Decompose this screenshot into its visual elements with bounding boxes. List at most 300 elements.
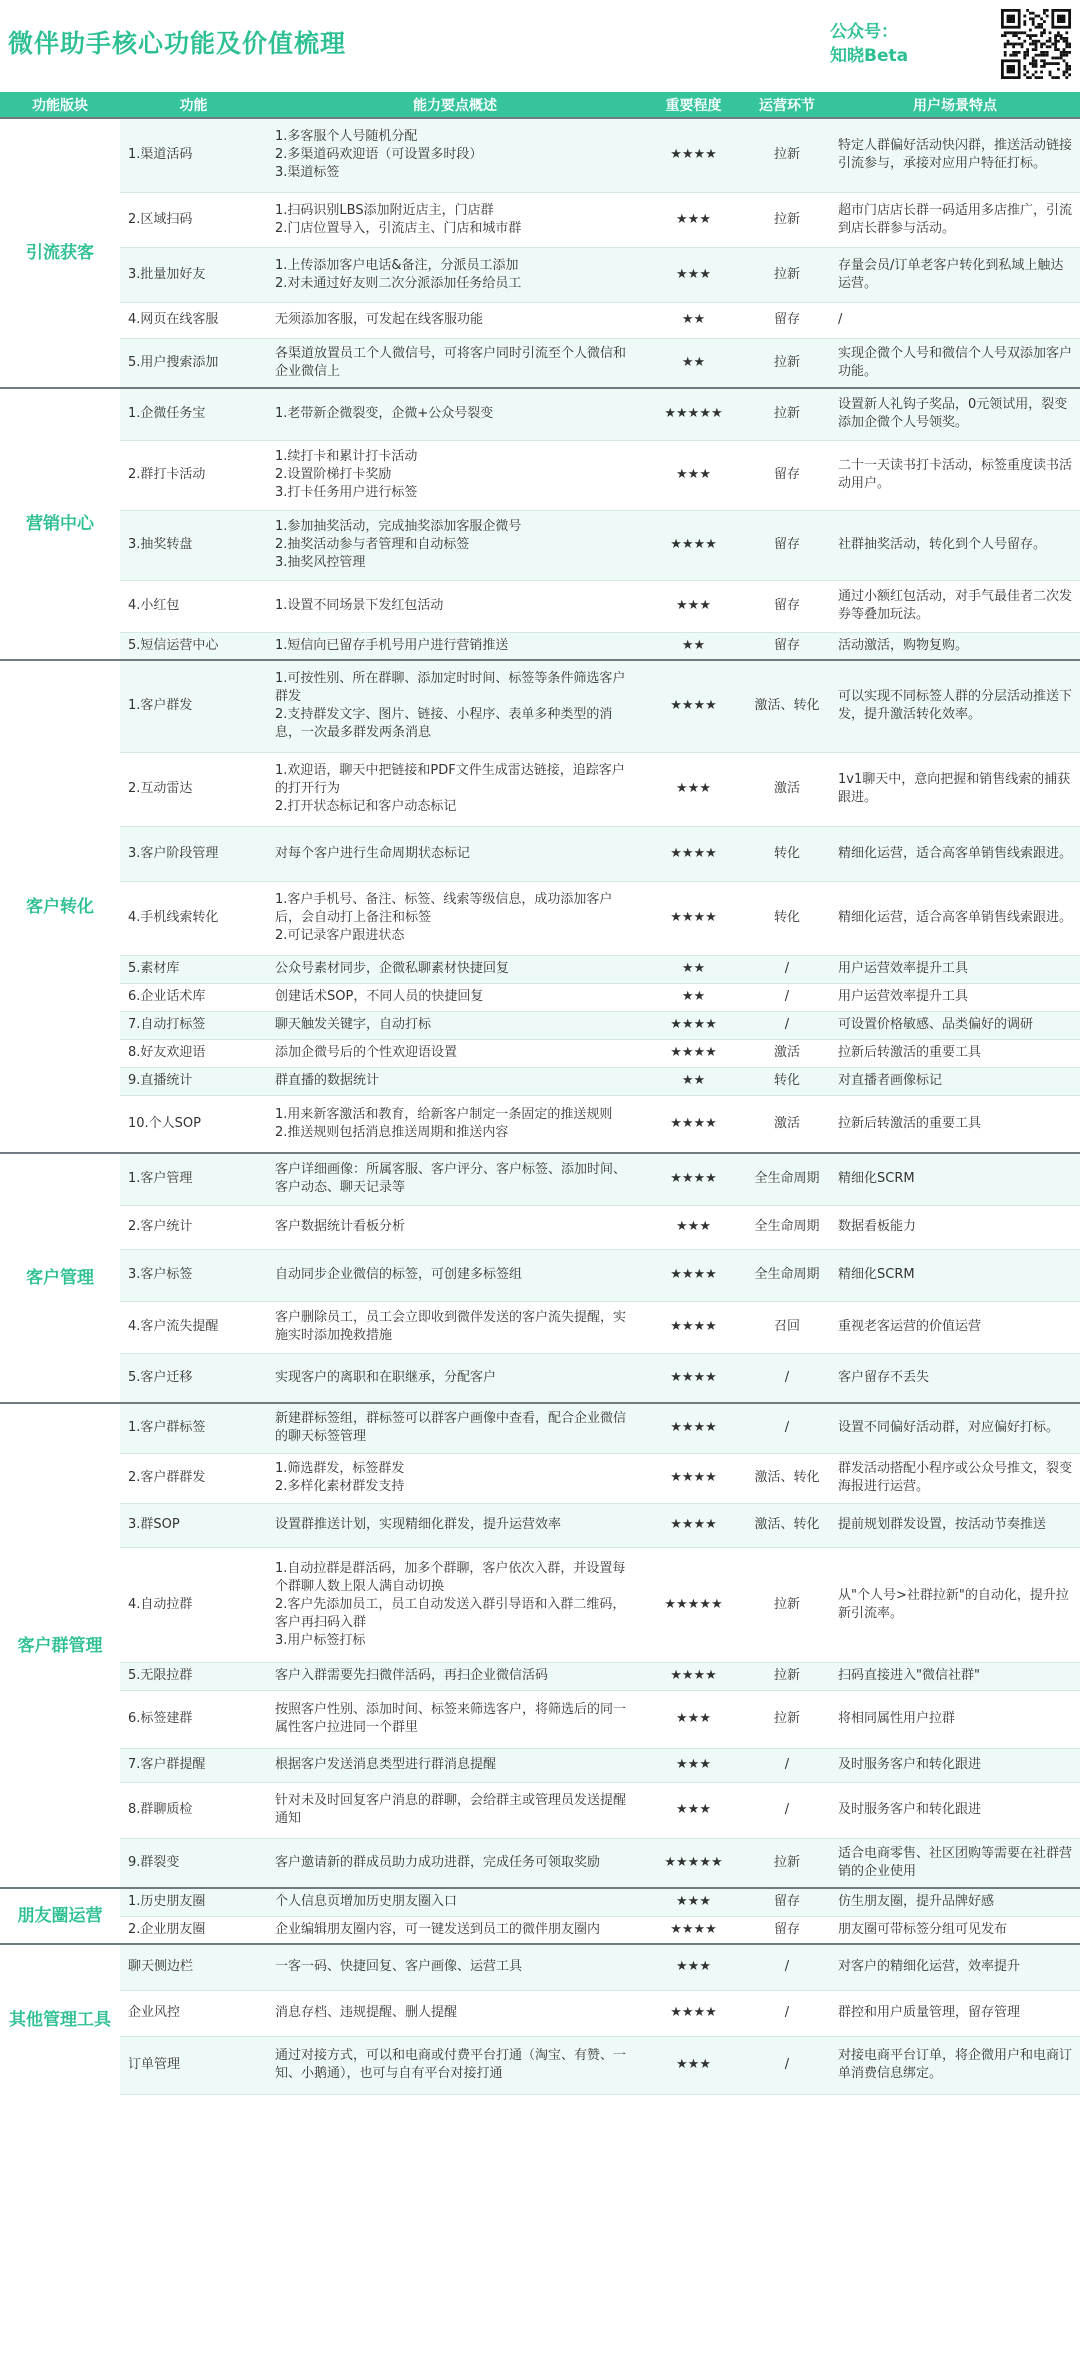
importance-stars: ★★★★ bbox=[643, 118, 744, 192]
capability-line: 2.对未通过好友则二次分派添加任务给员工 bbox=[275, 275, 522, 291]
importance-stars: ★★★ bbox=[643, 1782, 744, 1838]
col-header-scenario: 用户场景特点 bbox=[830, 92, 1080, 118]
user-scenario: 对客户的精细化运营，效率提升 bbox=[830, 1944, 1080, 1990]
table-header-row bbox=[0, 92, 1080, 118]
table-row bbox=[0, 388, 1080, 440]
operation-stage: 激活 bbox=[744, 752, 830, 826]
table-row bbox=[0, 1916, 1080, 1944]
operation-stage: 激活、转化 bbox=[744, 660, 830, 752]
capability-summary bbox=[267, 1916, 643, 1944]
table-row bbox=[0, 1205, 1080, 1249]
page-header bbox=[0, 0, 1080, 92]
importance-stars: ★★★★ bbox=[643, 510, 744, 580]
table-row bbox=[0, 1662, 1080, 1690]
table-row bbox=[0, 580, 1080, 632]
section-name: 营销中心 bbox=[0, 388, 120, 660]
user-scenario: 客户留存不丢失 bbox=[830, 1353, 1080, 1403]
user-scenario: 精细化SCRM bbox=[830, 1153, 1080, 1205]
capability-summary bbox=[267, 510, 643, 580]
capability-summary bbox=[267, 2036, 643, 2094]
capability-line: 2.抽奖活动参与者管理和自动标签 bbox=[275, 537, 470, 552]
capability-line: 客户邀请新的群成员助力成功进群，完成任务可领取奖励 bbox=[275, 1854, 601, 1870]
table-row bbox=[0, 1301, 1080, 1353]
capability-line: 群直播的数据统计 bbox=[275, 1073, 380, 1088]
function-name: 5.用户搜索添加 bbox=[120, 338, 267, 388]
capability-line: 2.设置阶梯打卡奖励 bbox=[275, 467, 392, 482]
importance-stars: ★★★★ bbox=[643, 1301, 744, 1353]
user-scenario: 对接电商平台订单，将企微用户和电商订单消费信息绑定。 bbox=[830, 2036, 1080, 2094]
function-name: 3.群SOP bbox=[120, 1503, 267, 1547]
capability-summary bbox=[267, 660, 643, 752]
capability-line: 3.渠道标签 bbox=[275, 165, 340, 181]
capability-line: 客户详细画像：所属客服、客户评分、客户标签、添加时间、客户动态、聊天记录等 bbox=[275, 1162, 627, 1196]
capability-line: 3.抽奖风控管理 bbox=[275, 555, 366, 570]
importance-stars: ★★★ bbox=[643, 1944, 744, 1990]
operation-stage: 留存 bbox=[744, 632, 830, 660]
capability-line: 1.扫码识别LBS添加附近店主，门店群 bbox=[275, 202, 494, 218]
importance-stars: ★★★★ bbox=[643, 1249, 744, 1301]
capability-line: 消息存档、违规提醒、删人提醒 bbox=[275, 2005, 458, 2020]
function-name: 5.无限拉群 bbox=[120, 1662, 267, 1690]
section-name: 客户群管理 bbox=[0, 1403, 120, 1888]
table-row bbox=[0, 1403, 1080, 1453]
capability-line: 实现客户的离职和在职继承，分配客户 bbox=[275, 1369, 497, 1385]
table-row bbox=[0, 1838, 1080, 1888]
feature-table bbox=[0, 92, 1080, 2095]
operation-stage: 留存 bbox=[744, 510, 830, 580]
user-scenario: 朋友圈可带标签分组可见发布 bbox=[830, 1916, 1080, 1944]
function-name: 2.区域扫码 bbox=[120, 192, 267, 247]
table-row bbox=[0, 1990, 1080, 2036]
capability-line: 客户删除员工，员工会立即收到微伴发送的客户流失提醒，实施实时添加挽救措施 bbox=[275, 1310, 627, 1343]
function-name: 8.群聊质检 bbox=[120, 1782, 267, 1838]
operation-stage: 转化 bbox=[744, 826, 830, 881]
table-row bbox=[0, 826, 1080, 881]
table-row bbox=[0, 1690, 1080, 1748]
operation-stage: 激活 bbox=[744, 1095, 830, 1153]
capability-line: 个人信息页增加历史朋友圈入口 bbox=[275, 1894, 458, 1910]
table-row bbox=[0, 1011, 1080, 1039]
user-scenario: 精细化运营，适合高客单销售线索跟进。 bbox=[830, 826, 1080, 881]
function-name: 6.标签建群 bbox=[120, 1690, 267, 1748]
section-name: 朋友圈运营 bbox=[0, 1888, 120, 1944]
capability-summary bbox=[267, 1838, 643, 1888]
capability-summary bbox=[267, 192, 643, 247]
function-name: 8.好友欢迎语 bbox=[120, 1039, 267, 1067]
operation-stage: / bbox=[744, 2036, 830, 2094]
user-scenario: 拉新后转激活的重要工具 bbox=[830, 1095, 1080, 1153]
col-header-importance: 重要程度 bbox=[643, 92, 744, 118]
user-scenario: 及时服务客户和转化跟进 bbox=[830, 1748, 1080, 1782]
operation-stage: 拉新 bbox=[744, 118, 830, 192]
capability-summary bbox=[267, 1503, 643, 1547]
importance-stars: ★★ bbox=[643, 983, 744, 1011]
importance-stars: ★★★★ bbox=[643, 1353, 744, 1403]
user-scenario: 仿生朋友圈，提升品牌好感 bbox=[830, 1888, 1080, 1916]
operation-stage: / bbox=[744, 1944, 830, 1990]
operation-stage: 留存 bbox=[744, 580, 830, 632]
operation-stage: 拉新 bbox=[744, 1838, 830, 1888]
importance-stars: ★★★★ bbox=[643, 660, 744, 752]
user-scenario: 群控和用户质量管理，留存管理 bbox=[830, 1990, 1080, 2036]
capability-line: 客户数据统计看板分析 bbox=[275, 1219, 406, 1234]
user-scenario: 精细化运营，适合高客单销售线索跟进。 bbox=[830, 881, 1080, 955]
function-name: 5.素材库 bbox=[120, 955, 267, 983]
importance-stars: ★★★ bbox=[643, 1205, 744, 1249]
table-row bbox=[0, 510, 1080, 580]
operation-stage: 拉新 bbox=[744, 247, 830, 302]
user-scenario: 用户运营效率提升工具 bbox=[830, 955, 1080, 983]
function-name: 4.手机线索转化 bbox=[120, 881, 267, 955]
importance-stars: ★★ bbox=[643, 1067, 744, 1095]
capability-summary bbox=[267, 1403, 643, 1453]
operation-stage: / bbox=[744, 1353, 830, 1403]
col-header-function: 功能 bbox=[120, 92, 267, 118]
importance-stars: ★★ bbox=[643, 302, 744, 338]
capability-summary bbox=[267, 1067, 643, 1095]
function-name: 1.客户管理 bbox=[120, 1153, 267, 1205]
table-row bbox=[0, 752, 1080, 826]
table-row bbox=[0, 881, 1080, 955]
importance-stars: ★★★★★ bbox=[643, 1838, 744, 1888]
capability-line: 1.多客服个人号随机分配 bbox=[275, 129, 418, 145]
capability-line: 1.上传添加客户电话&备注，分派员工添加 bbox=[275, 257, 519, 273]
capability-line: 1.短信向已留存手机号用户进行营销推送 bbox=[275, 637, 509, 653]
capability-line: 针对未及时回复客户消息的群聊，会给群主或管理员发送提醒通知 bbox=[275, 1793, 627, 1826]
capability-line: 1.自动拉群是群活码，加多个群聊，客户依次入群，并设置每个群聊人数上限人满自动切换 bbox=[275, 1560, 626, 1594]
capability-line: 设置群推送计划，实现精细化群发，提升运营效率 bbox=[275, 1517, 562, 1532]
capability-line: 1.老带新企微裂变，企微+公众号裂变 bbox=[275, 406, 494, 422]
function-name: 9.直播统计 bbox=[120, 1067, 267, 1095]
capability-summary bbox=[267, 826, 643, 881]
operation-stage: 全生命周期 bbox=[744, 1249, 830, 1301]
capability-line: 聊天触发关键字，自动打标 bbox=[275, 1017, 432, 1032]
function-name: 3.抽奖转盘 bbox=[120, 510, 267, 580]
capability-line: 各渠道放置员工个人微信号，可将客户同时引流至个人微信和企业微信上 bbox=[275, 345, 627, 379]
capability-summary bbox=[267, 1301, 643, 1353]
capability-summary bbox=[267, 1205, 643, 1249]
importance-stars: ★★★ bbox=[643, 580, 744, 632]
importance-stars: ★★★★ bbox=[643, 1990, 744, 2036]
user-scenario: 可以实现不同标签人群的分层活动推送下发，提升激活转化效率。 bbox=[830, 660, 1080, 752]
importance-stars: ★★★★ bbox=[643, 1403, 744, 1453]
table-row bbox=[0, 1503, 1080, 1547]
function-name: 3.客户阶段管理 bbox=[120, 826, 267, 881]
capability-summary bbox=[267, 1039, 643, 1067]
user-scenario: 活动激活，购物复购。 bbox=[830, 632, 1080, 660]
importance-stars: ★★★ bbox=[643, 752, 744, 826]
table-row bbox=[0, 1095, 1080, 1153]
operation-stage: / bbox=[744, 983, 830, 1011]
capability-summary bbox=[267, 1153, 643, 1205]
capability-summary bbox=[267, 388, 643, 440]
capability-summary bbox=[267, 1748, 643, 1782]
qr-code-icon bbox=[1001, 9, 1071, 79]
importance-stars: ★★★ bbox=[643, 1748, 744, 1782]
user-scenario: 拉新后转激活的重要工具 bbox=[830, 1039, 1080, 1067]
importance-stars: ★★★★ bbox=[643, 1095, 744, 1153]
function-name: 1.客户群发 bbox=[120, 660, 267, 752]
capability-line: 客户入群需要先扫微伴活码，再扫企业微信活码 bbox=[275, 1668, 549, 1683]
function-name: 聊天侧边栏 bbox=[120, 1944, 267, 1990]
capability-line: 无须添加客服，可发起在线客服功能 bbox=[275, 312, 484, 327]
table-row bbox=[0, 660, 1080, 752]
qr-code-graphic bbox=[1001, 9, 1071, 79]
account-info bbox=[830, 20, 908, 68]
importance-stars: ★★★★ bbox=[643, 1153, 744, 1205]
importance-stars: ★★★ bbox=[643, 2036, 744, 2094]
function-name: 2.企业朋友圈 bbox=[120, 1916, 267, 1944]
capability-line: 2.客户先添加员工，员工自动发送入群引导语和入群二维码，客户再扫码入群 bbox=[275, 1596, 626, 1630]
function-name: 1.企微任务宝 bbox=[120, 388, 267, 440]
capability-summary bbox=[267, 1944, 643, 1990]
capability-line: 2.打开状态标记和客户动态标记 bbox=[275, 799, 457, 814]
capability-summary bbox=[267, 1662, 643, 1690]
table-row bbox=[0, 1067, 1080, 1095]
user-scenario: 从"个人号>社群拉新"的自动化，提升拉新引流率。 bbox=[830, 1547, 1080, 1662]
user-scenario: 设置不同偏好活动群，对应偏好打标。 bbox=[830, 1403, 1080, 1453]
capability-summary bbox=[267, 1782, 643, 1838]
operation-stage: 拉新 bbox=[744, 1662, 830, 1690]
capability-line: 对每个客户进行生命周期状态标记 bbox=[275, 845, 471, 861]
capability-line: 2.多样化素材群发支持 bbox=[275, 1479, 405, 1494]
capability-summary bbox=[267, 1249, 643, 1301]
capability-summary bbox=[267, 1095, 643, 1153]
capability-summary bbox=[267, 1547, 643, 1662]
capability-line: 创建话术SOP，不同人员的快捷回复 bbox=[275, 989, 484, 1004]
operation-stage: 激活 bbox=[744, 1039, 830, 1067]
table-row bbox=[0, 192, 1080, 247]
operation-stage: / bbox=[744, 1990, 830, 2036]
operation-stage: 拉新 bbox=[744, 1547, 830, 1662]
capability-line: 根据客户发送消息类型进行群消息提醒 bbox=[275, 1757, 497, 1772]
table-row bbox=[0, 118, 1080, 192]
importance-stars: ★★★★ bbox=[643, 1662, 744, 1690]
function-name: 2.群打卡活动 bbox=[120, 440, 267, 510]
user-scenario: 特定人群偏好活动快闪群，推送活动链接引流参与，承接对应用户特征打标。 bbox=[830, 118, 1080, 192]
user-scenario: 实现企微个人号和微信个人号双添加客户功能。 bbox=[830, 338, 1080, 388]
importance-stars: ★★★ bbox=[643, 1888, 744, 1916]
user-scenario: 数据看板能力 bbox=[830, 1205, 1080, 1249]
function-name: 5.客户迁移 bbox=[120, 1353, 267, 1403]
operation-stage: / bbox=[744, 1748, 830, 1782]
user-scenario: 超市门店店长群一码适用多店推广，引流到店长群参与活动。 bbox=[830, 192, 1080, 247]
capability-summary bbox=[267, 632, 643, 660]
operation-stage: 拉新 bbox=[744, 1690, 830, 1748]
user-scenario: 及时服务客户和转化跟进 bbox=[830, 1782, 1080, 1838]
capability-line: 1.欢迎语，聊天中把链接和PDF文件生成雷达链接，追踪客户的打开行为 bbox=[275, 763, 625, 796]
capability-line: 2.多渠道码欢迎语（可设置多时段） bbox=[275, 147, 483, 163]
function-name: 3.批量加好友 bbox=[120, 247, 267, 302]
user-scenario: 设置新人礼钩子奖品，0元领试用，裂变添加企微个人号领奖。 bbox=[830, 388, 1080, 440]
user-scenario: 适合电商零售、社区团购等需要在社群营销的企业使用 bbox=[830, 1838, 1080, 1888]
capability-line: 通过对接方式，可以和电商或付费平台打通（淘宝、有赞、一知、小鹅通），也可与自有平台对接打通 bbox=[275, 2048, 627, 2081]
capability-summary bbox=[267, 338, 643, 388]
table-row bbox=[0, 1748, 1080, 1782]
capability-line: 公众号素材同步，企微私聊素材快捷回复 bbox=[275, 961, 510, 976]
section-name: 其他管理工具 bbox=[0, 1944, 120, 2094]
function-name: 4.小红包 bbox=[120, 580, 267, 632]
capability-summary bbox=[267, 1888, 643, 1916]
capability-summary bbox=[267, 1990, 643, 2036]
operation-stage: 拉新 bbox=[744, 338, 830, 388]
function-name: 4.客户流失提醒 bbox=[120, 1301, 267, 1353]
operation-stage: 留存 bbox=[744, 440, 830, 510]
capability-line: 3.用户标签打标 bbox=[275, 1632, 366, 1648]
function-name: 4.网页在线客服 bbox=[120, 302, 267, 338]
user-scenario: 将相同属性用户拉群 bbox=[830, 1690, 1080, 1748]
user-scenario: 社群抽奖活动，转化到个人号留存。 bbox=[830, 510, 1080, 580]
capability-line: 2.推送规则包括消息推送周期和推送内容 bbox=[275, 1124, 509, 1140]
function-name: 3.客户标签 bbox=[120, 1249, 267, 1301]
function-name: 2.客户统计 bbox=[120, 1205, 267, 1249]
user-scenario: 群发活动搭配小程序或公众号推文，裂变海报进行运营。 bbox=[830, 1453, 1080, 1503]
function-name: 1.渠道活码 bbox=[120, 118, 267, 192]
function-name: 2.互动雷达 bbox=[120, 752, 267, 826]
table-row bbox=[0, 1353, 1080, 1403]
function-name: 2.客户群群发 bbox=[120, 1453, 267, 1503]
importance-stars: ★★★★ bbox=[643, 1011, 744, 1039]
capability-line: 1.客户手机号、备注、标签、线索等级信息，成功添加客户后，会自动打上备注和标签 bbox=[275, 892, 613, 925]
capability-line: 添加企微号后的个性欢迎语设置 bbox=[275, 1045, 458, 1060]
user-scenario: 通过小额红包活动，对手气最佳者二次发券等叠加玩法。 bbox=[830, 580, 1080, 632]
operation-stage: 留存 bbox=[744, 1916, 830, 1944]
capability-line: 2.可记录客户跟进状态 bbox=[275, 928, 405, 943]
user-scenario: 用户运营效率提升工具 bbox=[830, 983, 1080, 1011]
importance-stars: ★★★★★ bbox=[643, 388, 744, 440]
operation-stage: 留存 bbox=[744, 302, 830, 338]
section-name: 客户管理 bbox=[0, 1153, 120, 1403]
capability-line: 1.参加抽奖活动，完成抽奖添加客服企微号 bbox=[275, 519, 522, 534]
user-scenario: 精细化SCRM bbox=[830, 1249, 1080, 1301]
capability-summary bbox=[267, 302, 643, 338]
user-scenario: 扫码直接进入"微信社群" bbox=[830, 1662, 1080, 1690]
capability-line: 2.门店位置导入，引流店主、门店和城市群 bbox=[275, 220, 522, 236]
table-row bbox=[0, 302, 1080, 338]
capability-summary bbox=[267, 580, 643, 632]
account-name: 知晓Beta bbox=[830, 46, 909, 66]
operation-stage: 召回 bbox=[744, 1301, 830, 1353]
importance-stars: ★★★ bbox=[643, 1690, 744, 1748]
operation-stage: 转化 bbox=[744, 881, 830, 955]
capability-summary bbox=[267, 752, 643, 826]
capability-line: 企业编辑朋友圈内容，可一键发送到员工的微伴朋友圈内 bbox=[275, 1921, 601, 1937]
capability-summary bbox=[267, 955, 643, 983]
table-row bbox=[0, 1039, 1080, 1067]
importance-stars: ★★★ bbox=[643, 247, 744, 302]
importance-stars: ★★ bbox=[643, 338, 744, 388]
table-row bbox=[0, 1944, 1080, 1990]
col-header-capability: 能力要点概述 bbox=[267, 92, 643, 118]
user-scenario: 二十一天读书打卡活动，标签重度读书活动用户。 bbox=[830, 440, 1080, 510]
operation-stage: 拉新 bbox=[744, 192, 830, 247]
table-row bbox=[0, 1888, 1080, 1916]
capability-summary bbox=[267, 440, 643, 510]
table-row bbox=[0, 955, 1080, 983]
function-name: 1.客户群标签 bbox=[120, 1403, 267, 1453]
capability-summary bbox=[267, 983, 643, 1011]
table-row bbox=[0, 1249, 1080, 1301]
importance-stars: ★★★★ bbox=[643, 1916, 744, 1944]
user-scenario: 重视老客运营的价值运营 bbox=[830, 1301, 1080, 1353]
table-row bbox=[0, 1782, 1080, 1838]
user-scenario: 1v1聊天中，意向把握和销售线索的捕获跟进。 bbox=[830, 752, 1080, 826]
operation-stage: 全生命周期 bbox=[744, 1153, 830, 1205]
importance-stars: ★★★★ bbox=[643, 1039, 744, 1067]
user-scenario: 对直播者画像标记 bbox=[830, 1067, 1080, 1095]
table-row bbox=[0, 2036, 1080, 2094]
function-name: 5.短信运营中心 bbox=[120, 632, 267, 660]
table-row bbox=[0, 1547, 1080, 1662]
user-scenario: 提前规划群发设置，按活动节奏推送 bbox=[830, 1503, 1080, 1547]
table-row bbox=[0, 983, 1080, 1011]
user-scenario: / bbox=[830, 302, 1080, 338]
function-name: 订单管理 bbox=[120, 2036, 267, 2094]
account-label: 公众号： bbox=[830, 22, 898, 42]
section-name: 引流获客 bbox=[0, 118, 120, 388]
function-name: 7.客户群提醒 bbox=[120, 1748, 267, 1782]
page-title: 微伴助手核心功能及价值梳理 bbox=[8, 29, 347, 58]
capability-line: 按照客户性别、添加时间、标签来筛选客户，将筛选后的同一属性客户拉进同一个群里 bbox=[275, 1702, 627, 1735]
capability-summary bbox=[267, 118, 643, 192]
importance-stars: ★★★ bbox=[643, 440, 744, 510]
capability-line: 自动同步企业微信的标签，可创建多标签组 bbox=[275, 1267, 523, 1282]
importance-stars: ★★★★ bbox=[643, 1503, 744, 1547]
operation-stage: / bbox=[744, 1011, 830, 1039]
function-name: 企业风控 bbox=[120, 1990, 267, 2036]
function-name: 4.自动拉群 bbox=[120, 1547, 267, 1662]
capability-line: 2.支持群发文字、图片、链接、小程序、表单多种类型的消息，一次最多群发两条消息 bbox=[275, 707, 613, 741]
operation-stage: 留存 bbox=[744, 1888, 830, 1916]
table-row bbox=[0, 1453, 1080, 1503]
importance-stars: ★★★★ bbox=[643, 826, 744, 881]
operation-stage: 拉新 bbox=[744, 388, 830, 440]
capability-line: 新建群标签组，群标签可以群客户画像中查看，配合企业微信的聊天标签管理 bbox=[275, 1411, 627, 1445]
operation-stage: / bbox=[744, 955, 830, 983]
importance-stars: ★★★★ bbox=[643, 1453, 744, 1503]
section-name: 客户转化 bbox=[0, 660, 120, 1153]
capability-summary bbox=[267, 247, 643, 302]
capability-summary bbox=[267, 1011, 643, 1039]
operation-stage: 激活、转化 bbox=[744, 1503, 830, 1547]
importance-stars: ★★ bbox=[643, 955, 744, 983]
importance-stars: ★★★ bbox=[643, 192, 744, 247]
function-name: 9.群裂变 bbox=[120, 1838, 267, 1888]
capability-summary bbox=[267, 1690, 643, 1748]
importance-stars: ★★ bbox=[643, 632, 744, 660]
function-name: 1.历史朋友圈 bbox=[120, 1888, 267, 1916]
operation-stage: 全生命周期 bbox=[744, 1205, 830, 1249]
capability-summary bbox=[267, 1353, 643, 1403]
table-row bbox=[0, 247, 1080, 302]
user-scenario: 存量会员/订单老客户转化到私域上触达运营。 bbox=[830, 247, 1080, 302]
capability-line: 1.续打卡和累计打卡活动 bbox=[275, 449, 418, 464]
importance-stars: ★★★★★ bbox=[643, 1547, 744, 1662]
capability-line: 1.用来新客激活和教育，给新客户制定一条固定的推送规则 bbox=[275, 1106, 613, 1122]
importance-stars: ★★★★ bbox=[643, 881, 744, 955]
col-header-module: 功能版块 bbox=[0, 92, 120, 118]
operation-stage: 激活、转化 bbox=[744, 1453, 830, 1503]
user-scenario: 可设置价格敏感、品类偏好的调研 bbox=[830, 1011, 1080, 1039]
capability-line: 1.可按性别、所在群聊、添加定时时间、标签等条件筛选客户群发 bbox=[275, 671, 626, 705]
function-name: 7.自动打标签 bbox=[120, 1011, 267, 1039]
operation-stage: / bbox=[744, 1403, 830, 1453]
capability-summary bbox=[267, 881, 643, 955]
table-row bbox=[0, 338, 1080, 388]
capability-summary bbox=[267, 1453, 643, 1503]
table-row bbox=[0, 1153, 1080, 1205]
function-name: 10.个人SOP bbox=[120, 1095, 267, 1153]
